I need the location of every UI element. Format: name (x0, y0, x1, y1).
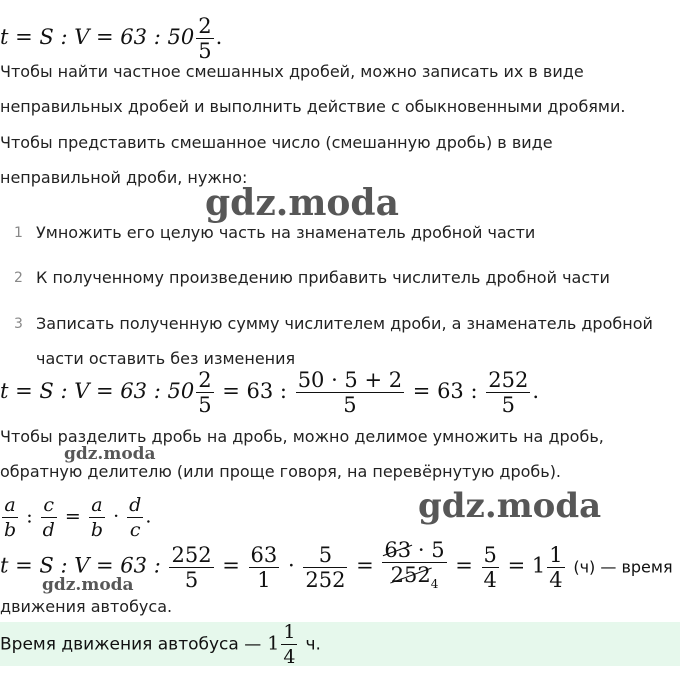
step-text-continued: части оставить без изменения (36, 349, 296, 368)
step-number: 3 (14, 316, 23, 332)
paragraph-2-line-2: неправильной дроби, нужно: (0, 168, 248, 187)
step-text: К полученному произведению прибавить числитель дробной части (36, 268, 610, 287)
paragraph-3-line-1: Чтобы разделить дробь на дробь, можно делимое умножить на дробь, (0, 427, 604, 446)
paragraph-1-line-1: Чтобы найти частное смешанных дробей, можно записать их в виде (0, 62, 584, 81)
watermark-logo: gdz.moda (418, 486, 602, 526)
fraction: $\frac{2}{5}$ (198, 14, 212, 63)
equation-1: t = S : V = 63 : 50 $\frac{2}{5}$ . (0, 14, 223, 63)
watermark-logo: gdz.moda (64, 444, 156, 464)
equation-1-lhs: t = S : V = 63 : 50 (0, 25, 195, 49)
watermark-logo: gdz.moda (205, 182, 399, 224)
paragraph-3-line-2: обратную делителю (или проще говоря, на перевёрнутую дробь). (0, 462, 562, 481)
division-rule: $\frac{a}{b}$ : $\frac{c}{d}$ = $\frac{a}{b}$ · $\frac{d}{c}$ . (4, 494, 152, 541)
paragraph-1-line-2: неправильных дробей и выполнить действие с обыкновенными дробями. (0, 97, 626, 116)
fraction: $\frac{50 \cdot 5 + 2}{5}$ (297, 368, 403, 417)
fraction: $\frac{2}{5}$ (198, 368, 212, 417)
equation-3: t = S : V = 63 : $\frac{252}{5}$ = $\frac{63}{1}$ · $\frac{5}{252}$ = $\frac{63 \cdot 5}{252_4}$ = $\frac{5}{4}$ = 1 $\frac{1}{4}$ (ч) — время (0, 538, 673, 596)
watermark-logo: gdz.moda (42, 575, 134, 595)
equation-2: t = S : V = 63 : 50 $\frac{2}{5}$ = 63 : $\frac{50 \cdot 5 + 2}{5}$ = 63 : $\frac{252}{5}$ . (0, 368, 540, 417)
step-number: 2 (14, 270, 23, 286)
answer-line: Время движения автобуса — 1 $\frac{1}{4}$ ч. (0, 621, 321, 668)
cancelled-fraction: $\frac{63 \cdot 5}{252_4}$ (384, 538, 445, 591)
step-text: Записать полученную сумму числителем дроби, а знаменатель дробной (36, 314, 653, 333)
step-number: 1 (14, 225, 23, 241)
equation-3-continued: движения автобуса. (0, 597, 173, 616)
step-text: Умножить его целую часть на знаменатель дробной части (36, 223, 536, 242)
paragraph-2-line-1: Чтобы представить смешанное число (смешанную дробь) в виде (0, 133, 553, 152)
fraction: $\frac{252}{5}$ (488, 368, 529, 417)
